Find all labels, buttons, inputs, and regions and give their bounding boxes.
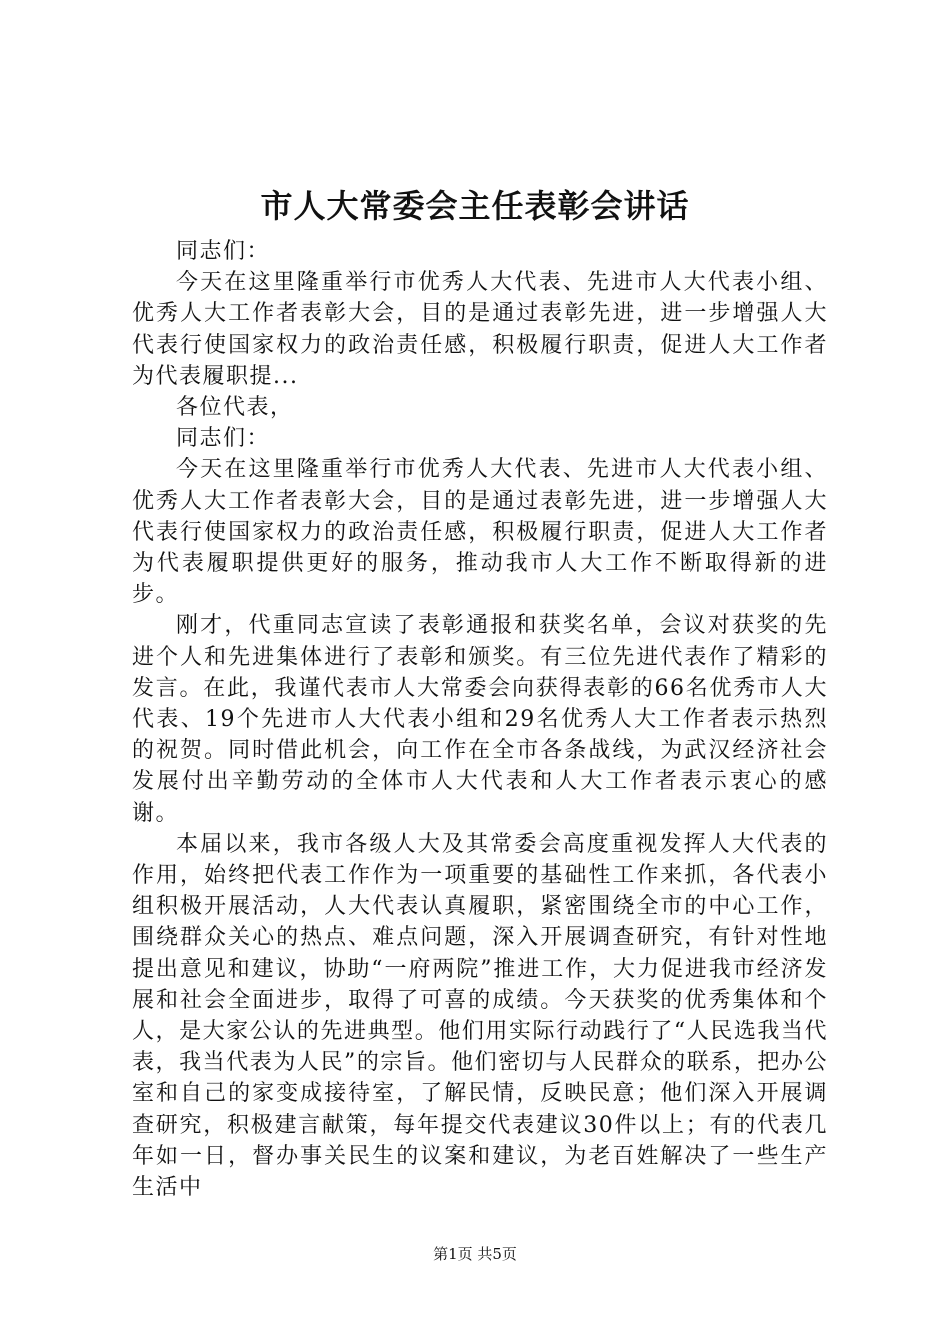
document-title: 市人大常委会主任表彰会讲话: [260, 187, 690, 225]
paragraph-greeting-delegates: 各位代表，: [176, 395, 294, 421]
paragraph-congratulations: 刚才，代重同志宣读了表彰通报和获奖名单，会议对获奖的先进个人和先进集体进行了表彰和颁奖。有三位先进代表作了精彩的发言。在此，我谨代表市人大常委会向获得表彰的66名优秀市人大代表、19个先进市人大代表小组和29名优秀人大工作者表示热烈的祝贺。同时借此机会，向工作在全市各条战线，为武汉经济社会发展付出辛勤劳动的全体市人大代表和人大工作者表示衷心的感谢。: [132, 613, 828, 826]
paragraph-greeting-comrades: 同志们：: [176, 426, 271, 452]
paragraph-achievements: 本届以来，我市各级人大及其常委会高度重视发挥人大代表的作用，始终把代表工作作为一项重要的基础性工作来抓，各代表小组积极开展活动，人大代表认真履职，紧密围绕全市的中心工作，围绕群众关心的热点、难点问题，深入开展调查研究，有针对性地提出意见和建议，协助“一府两院”推进工作，大力促进我市经济发展和社会全面进步，取得了可喜的成绩。今天获奖的优秀集体和个人，是大家公认的先进典型。他们用实际行动践行了“人民选我当代表，我当代表为人民”的宗旨。他们密切与人民群众的联系，把办公室和自己的家变成接待室，了解民情，反映民意；他们深入开展调查研究，积极建言献策，每年提交代表建议30件以上；有的代表几年如一日，督办事关民生的议案和建议，为老百姓解决了一些生产生活中: [132, 831, 828, 1201]
paragraph-salutation: 同志们：: [176, 239, 271, 264]
paragraph-opening: 今天在这里隆重举行市优秀人大代表、先进市人大代表小组、优秀人大工作者表彰大会，目的是通过表彰先进，进一步增强人大代表行使国家权力的政治责任感，积极履行职责，促进人大工作者为代表履职提供更好的服务，推动我市人大工作不断取得新的进步。: [132, 457, 828, 608]
page-footer: 第1页 共5页: [433, 1245, 517, 1263]
paragraph-summary: 今天在这里隆重举行市优秀人大代表、先进市人大代表小组、优秀人大工作者表彰大会，目的是通过表彰先进，进一步增强人大代表行使国家权力的政治责任感，积极履行职责，促进人大工作者为代表履职提...: [132, 270, 828, 389]
document-body: [132, 236, 828, 1203]
